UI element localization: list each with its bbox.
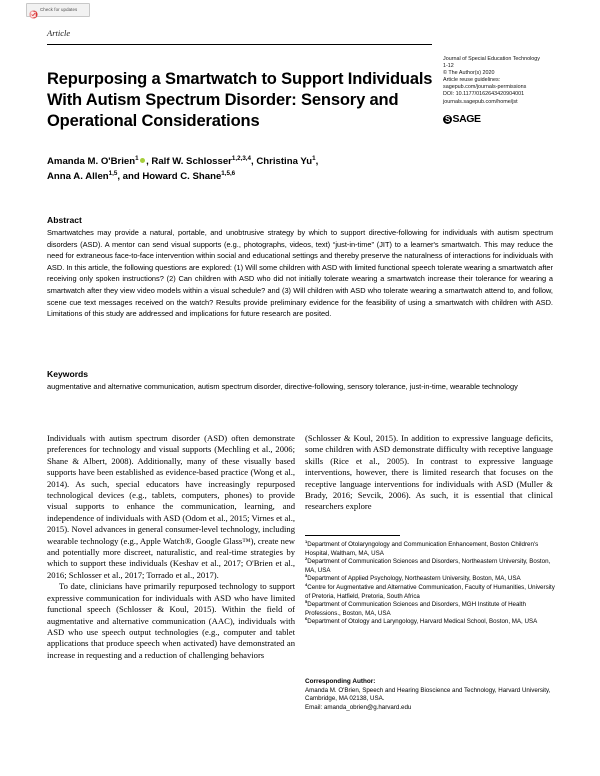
author-affil-sup-5: 1,5,6 (221, 169, 236, 177)
affiliation-marker: 2 (305, 556, 308, 562)
keywords-text: augmentative and alternative communication, autism spectrum disorder, directive-following, sensory tolerance, just-in-time, wearable technology (47, 382, 518, 391)
affiliation-marker: 6 (305, 616, 308, 622)
header-divider (47, 44, 432, 45)
affiliation-item (305, 581, 555, 601)
journal-masthead (443, 56, 563, 106)
journal-copyright: © The Author(s) 2020 (443, 70, 495, 77)
affiliation-item (305, 558, 555, 575)
author-affil-sup-4: 1,5 (108, 169, 118, 177)
author-name-5: , and Howard C. Shane (117, 170, 222, 182)
sage-logo-text: SAGE (452, 113, 481, 125)
author-name-3: , Christina Yu (251, 156, 313, 167)
affiliation-item (305, 618, 555, 627)
author-list (47, 155, 447, 184)
author-affil-sup-2: 1,2,3,4 (231, 154, 251, 162)
affiliation-item (305, 538, 555, 558)
corresponding-author-email[interactable]: Email: amanda_obrien@g.harvard.edu (305, 703, 412, 711)
affiliation-text: Department of Applied Psychology, Northeastern University, Boston, MA, USA (307, 575, 521, 583)
affiliation-marker: 5 (305, 599, 308, 605)
author-separator: , (315, 156, 319, 167)
abstract-heading: Abstract (47, 215, 82, 225)
article-type-kicker: Article (47, 28, 71, 38)
journal-pages: 1-12 (443, 63, 454, 70)
affiliation-text: Department of Communication Sciences and Disorders, Northeastern University, Boston, MA, USA (305, 558, 551, 574)
affiliation-marker: 4 (305, 581, 308, 587)
body-paragraph: To date, clinicians have primarily repurposed technology to support expressive communication for individuals with ASD who have limited functional speech (Schlosser & Koul, 2015). Within the field of augmentative and alternative communication (AAC), individuals with ASD who use speech output technologies (e.g., computer and tablet applications that produce speech when activated) have demonstrated an increase in requesting and a reduction of challenging behaviors (47, 581, 295, 660)
corresponding-author-heading: Corresponding Author: (305, 678, 376, 685)
reuse-guidelines-label: Article reuse guidelines: (443, 77, 501, 84)
page-title: Repurposing a Smartwatch to Support Individuals With Autism Spectrum Disorder: Sensory and Operational Considerations (47, 70, 433, 131)
orcid-icon[interactable] (140, 158, 146, 164)
sage-publisher-logo (443, 113, 481, 125)
journal-home-url[interactable]: journals.sagepub.com/home/jst (443, 98, 518, 105)
body-paragraph: Individuals with autism spectrum disorder (ASD) often demonstrate preferences for technology and visual supports (Mechling et al., 2006; Shane & Albert, 2008). Additionally, many of these visually based supports have been established as evidence-based practice (Wong et al., 2014). As such, special educators have increasingly repurposed technological devices (e.g., tablets, computers, phones) to provide visual supports to enhance the communication, learning, and independence of individuals with ASD (Odom et al., 2015; Virnes et al., 2015). Novel advances in general consumer-level technology, including wearable technology (e.g., Apple Watch®, Google Glass™), create new and potentially more discreet, naturalistic, and real-time strategies by which to support these individuals (Keshav et al., 2017; O'Brien et al., 2016; Schlosser et al., 2017; Torrado et al., 2017). (47, 433, 295, 580)
affiliation-marker: 1 (305, 538, 308, 544)
affiliation-text: Department of Otology and Laryngology, Harvard Medical School, Boston, MA, USA (307, 618, 538, 626)
affiliation-text: Department of Communication Sciences and Disorders, MGH Institute of Health Professions., Boston, MA, USA (305, 601, 526, 617)
affiliation-marker: 3 (305, 573, 308, 579)
affiliation-text: Centre for Augmentative and Alternative Communication, Faculty of Humanities, University of Pretoria, Hatfield, Pretoria, South Africa (305, 583, 555, 600)
sage-mark-icon: S (443, 115, 452, 124)
author-affil-sup-1: 1 (135, 154, 139, 162)
affiliation-text: Department of Otolaryngology and Communication Enhancement, Boston Children's Hospital, Waltham, MA, USA (305, 541, 539, 557)
doi-text[interactable]: DOI: 10.1177/0162643420904001 (443, 91, 525, 98)
author-affil-sup-3: 1 (312, 154, 316, 162)
corresponding-author-address: Amanda M. O'Brien, Speech and Hearing Bioscience and Technology, Harvard University, Cambridge, MA 02138, USA. (305, 686, 551, 703)
footnote-divider (305, 535, 400, 536)
affiliations-list (305, 538, 555, 627)
journal-name: Journal of Special Education Technology (443, 56, 540, 62)
reuse-guidelines-url[interactable]: sagepub.com/journals-permissions (443, 84, 527, 91)
author-name-1: Amanda M. O'Brien (47, 156, 136, 167)
check-for-updates-label: Check for updates (40, 7, 78, 12)
corresponding-author-block (305, 678, 555, 712)
abstract-text: Smartwatches may provide a natural, portable, and unobtrusive strategy by which to support directive-following for individuals with autism spectrum disorders (ASD). A mentor can send visual supports (e.g., photographs, videos, text) “just-in-time” (JIT) to a learner's smartwatch. This may reduce the need for extraneous face-to-face intervention within social and educational settings and thereby preserve the naturalness of interactions for individuals with ASD. In this article, the following questions are explored: (1) Will some children with ASD with limited functional speech tolerate wearing a smartwatch after receiving only spoken instructions? (2) Can children with ASD who did not initially tolerate wearing a smartwatch increase their tolerance for wearing a smartwatch after they view video models within a visual schedule? and (3) Will children with ASD who tolerate wearing a smartwatch attend to, and follow, scene cue text messages received on the watch? Results provide preliminary evidence for the feasibility of using a smartwatch with children with ASD. Limitations of this study are addressed and implications for future research are posited. (47, 228, 553, 319)
author-name-2: , Ralf W. Schlosser (146, 156, 232, 167)
author-name-4: Anna A. Allen (47, 170, 109, 182)
body-column-left (47, 433, 295, 661)
keywords-heading: Keywords (47, 369, 89, 379)
affiliation-item (305, 575, 555, 584)
body-column-right (305, 433, 553, 513)
check-for-updates-badge[interactable] (26, 3, 90, 17)
body-paragraph: (Schlosser & Koul, 2015). In addition to expressive language deficits, some children with ASD demonstrate difficulty with receptive language skills (Rice et al., 2005). In contrast to expressive language interventions, however, there is limited research that focuses on the receptive language interventions for individuals with ASD (Muller & Brady, 2016; Sevcik, 2006). As such, it is essential that clinical researchers explore (305, 433, 553, 512)
affiliation-item (305, 601, 555, 618)
crossmark-icon (29, 6, 38, 15)
